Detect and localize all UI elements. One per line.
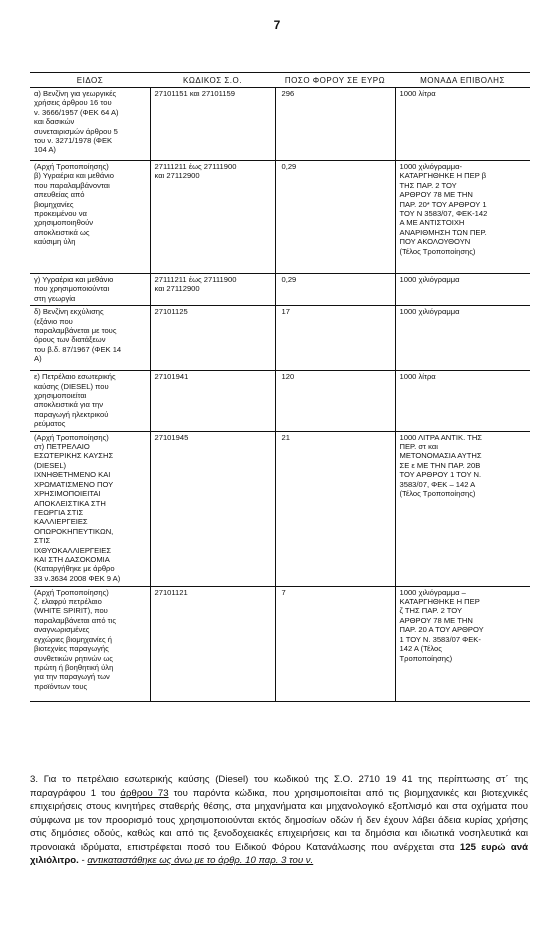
cell-code: 27111211 έως 27111900 και 27112900 xyxy=(150,274,275,306)
paragraph-3 xyxy=(30,773,528,868)
table-row xyxy=(30,274,530,306)
header-amount: ΠΟΣΟ ΦΟΡΟΥ ΣΕ ΕΥΡΩ xyxy=(275,73,395,88)
cell-unit: 1000 λίτρα xyxy=(395,371,530,431)
table-row xyxy=(30,431,530,586)
cell-code: 27101121 xyxy=(150,586,275,701)
cell-unit: 1000 λίτρα xyxy=(395,88,530,161)
cell-amount: 17 xyxy=(275,306,395,371)
table-row xyxy=(30,306,530,371)
header-item: ΕΙΔΟΣ xyxy=(30,73,150,88)
cell-code: 27101941 xyxy=(150,371,275,431)
paragraph-text-start: 3. Για το πετρέλαιο εσωτερικής καύσης (Diesel) του κωδικού της Σ.Ο. 2710 19 41 της περίπτωσης στ΄ της παραγράφου 1 του xyxy=(30,774,528,799)
table-row xyxy=(30,161,530,274)
header-unit: ΜΟΝΑΔΑ ΕΠΙΒΟΛΗΣ xyxy=(395,73,530,88)
paragraph-text-body: του παρόντα κώδικα, που χρησιμοποιείται από τις βιομηχανικές και βιοτεχνικές επιχειρήσεις στους κινητήρες σταθερής θέσης, στα μηχανήματα και μηχανολογικό εξοπλισμό και στα οχήματα που σύμφωνα με τον προορισμό τους χρησιμοποιούνται εκτός δημοσίων οδών ή δεν έχουν λάβει άδεια κυρίας χρήσης στις δημόσιες οδούς, καθώς και από τις ξενοδοχειακές επιχειρήσεις και τα δημόσια και ιδιωτικά νοσηλευτικά και προνοιακά ιδρύματα, επιστρέφεται ποσό του Ειδικού Φόρου Κατανάλωσης που ανέρχεται στα xyxy=(30,787,528,853)
cell-amount: 296 xyxy=(275,88,395,161)
page-number: 7 xyxy=(273,18,281,32)
amendment-note: αντικαταστάθηκε ως άνω με το άρθρ. 10 παρ. 3 του ν. xyxy=(87,855,314,866)
cell-amount: 120 xyxy=(275,371,395,431)
cell-amount: 0,29 xyxy=(275,274,395,306)
article-73-link[interactable]: άρθρου 73 xyxy=(120,787,169,799)
cell-unit: 1000 χιλιόγραμμα – ΚΑΤΑΡΓΗΘΗΚΕ Η ΠΕΡ ζ ΤΗΣ ΠΑΡ. 2 ΤΟΥ ΑΡΘΡΟΥ 78 ΜΕ ΤΗΝ ΠΑΡ. 20 Α ΤΟΥ ΑΡΘΡΟΥ 1 ΤΟΥ Ν. 3583/07 ΦΕΚ- 142 Α (Τέλος Τροποποίησης) xyxy=(395,586,530,701)
cell-code: 27101125 xyxy=(150,306,275,371)
cell-amount: 0,29 xyxy=(275,161,395,274)
cell-unit: 1000 χιλιόγραμμα- ΚΑΤΑΡΓΗΘΗΚΕ Η ΠΕΡ β ΤΗΣ ΠΑΡ. 2 ΤΟΥ ΑΡΘΡΟΥ 78 ΜΕ ΤΗΝ ΠΑΡ. 20* ΤΟΥ ΑΡΘΡΟΥ 1 ΤΟΥ Ν 3583/07, ΦΕΚ-142 Α ΜΕ ΑΝΤΙΣΤΟΙΧΗ ΑΝΑΡΙΘΜΗΣΗ ΤΩΝ ΠΕΡ. ΠΟΥ ΑΚΟΛΟΥΘΟΥΝ (Τέλος Τροποποίησης) xyxy=(395,161,530,274)
cell-item: (Αρχή Τροποποίησης) ζ. ελαφρύ πετρέλαιο (WHITE SPIRIT), που παραλαμβάνεται από τις αναγνωρισμένες εγχώριες βιομηχανίες ή βιοτεχνίες παραγωγής συνθετικών ρητινών ως πρώτη ή βοηθητική ύλη για την παραγωγή των προϊόντων τους xyxy=(30,586,150,701)
cell-item: ε) Πετρέλαιο εσωτερικής καύσης (DIESEL) που χρησιμοποιείται αποκλειστικά για την παραγωγή ηλεκτρικού ρεύματος xyxy=(30,371,150,431)
table-row xyxy=(30,88,530,161)
table-row xyxy=(30,586,530,701)
cell-item: γ) Υγραέρια και μεθάνιο που χρησιμοποιούνται στη γεωργία xyxy=(30,274,150,306)
cell-item: δ) Βενζίνη εκχύλισης (εξάνιο που παραλαμβάνεται με τους όρους των διατάξεων του β.δ. 87/1967 (ΦΕΚ 14 Α) xyxy=(30,306,150,371)
cell-code: 27101151 και 27101159 xyxy=(150,88,275,161)
cell-unit: 1000 ΛΙΤΡΑ ΑΝΤΙΚ. ΤΗΣ ΠΕΡ. στ και ΜΕΤΟΝΟΜΑΣΙΑ ΑΥΤΗΣ ΣΕ ε ΜΕ ΤΗΝ ΠΑΡ. 20Β ΤΟΥ ΑΡΘΡΟΥ 1 ΤΟΥ Ν. 3583/07, ΦΕΚ – 142 Α (Τέλος Τροποποίησης) xyxy=(395,431,530,586)
cell-item: (Αρχή Τροποποίησης) στ) ΠΕΤΡΕΛΑΙΟ ΕΣΩΤΕΡΙΚΗΣ ΚΑΥΣΗΣ (DIESEL) ΙΧΝΗΘΕΤΗΜΕΝΟ ΚΑΙ ΧΡΩΜΑΤΙΣΜΕΝΟ ΠΟΥ ΧΡΗΣΙΜΟΠΟΙΕΙΤΑΙ ΑΠΟΚΛΕΙΣΤΙΚΑ ΣΤΗ ΓΕΩΡΓΙΑ ΣΤΙΣ ΚΑΛΛΙΕΡΓΕΙΕΣ ΟΠΩΡΟΚΗΠΕΥΤΙΚΩΝ, ΣΤΙΣ ΙΧΘΥΟΚΑΛΛΙΕΡΓΕΙΕΣ ΚΑΙ ΣΤΗ ΔΑΣΟΚΟΜΙΑ (Καταργήθηκε με άρθρο 33 ν.3634 2008 ΦΕΚ 9 Α) xyxy=(30,431,150,586)
table-row xyxy=(30,371,530,431)
table-header-row xyxy=(30,73,530,88)
header-code: ΚΩΔΙΚΟΣ Σ.Ο. xyxy=(150,73,275,88)
cell-amount: 7 xyxy=(275,586,395,701)
paragraph-dash: - xyxy=(78,855,88,866)
refund-amount: 125 ευρώ ανά χιλιόλιτρο. xyxy=(30,841,528,866)
cell-code: 27101945 xyxy=(150,431,275,586)
cell-code: 27111211 έως 27111900 και 27112900 xyxy=(150,161,275,274)
cell-item: α) Βενζίνη για γεωργικές χρήσεις άρθρου 16 του ν. 3666/1957 (ΦΕΚ 64 Α) και δασικών συνεταιρισμών άρθρου 5 του ν. 3271/1978 (ΦΕΚ 104 Α) xyxy=(30,88,150,161)
cell-item: (Αρχή Τροποποίησης) β) Υγραέρια και μεθάνιο που παραλαμβάνονται απευθείας από βιομηχανίες προκειμένου να χρησιμοποιηθούν αποκλειστικά ως καύσιμη ύλη xyxy=(30,161,150,274)
tax-table xyxy=(30,72,530,702)
cell-amount: 21 xyxy=(275,431,395,586)
cell-unit: 1000 χιλιόγραμμα xyxy=(395,274,530,306)
cell-unit: 1000 χιλιόγραμμα xyxy=(395,306,530,371)
